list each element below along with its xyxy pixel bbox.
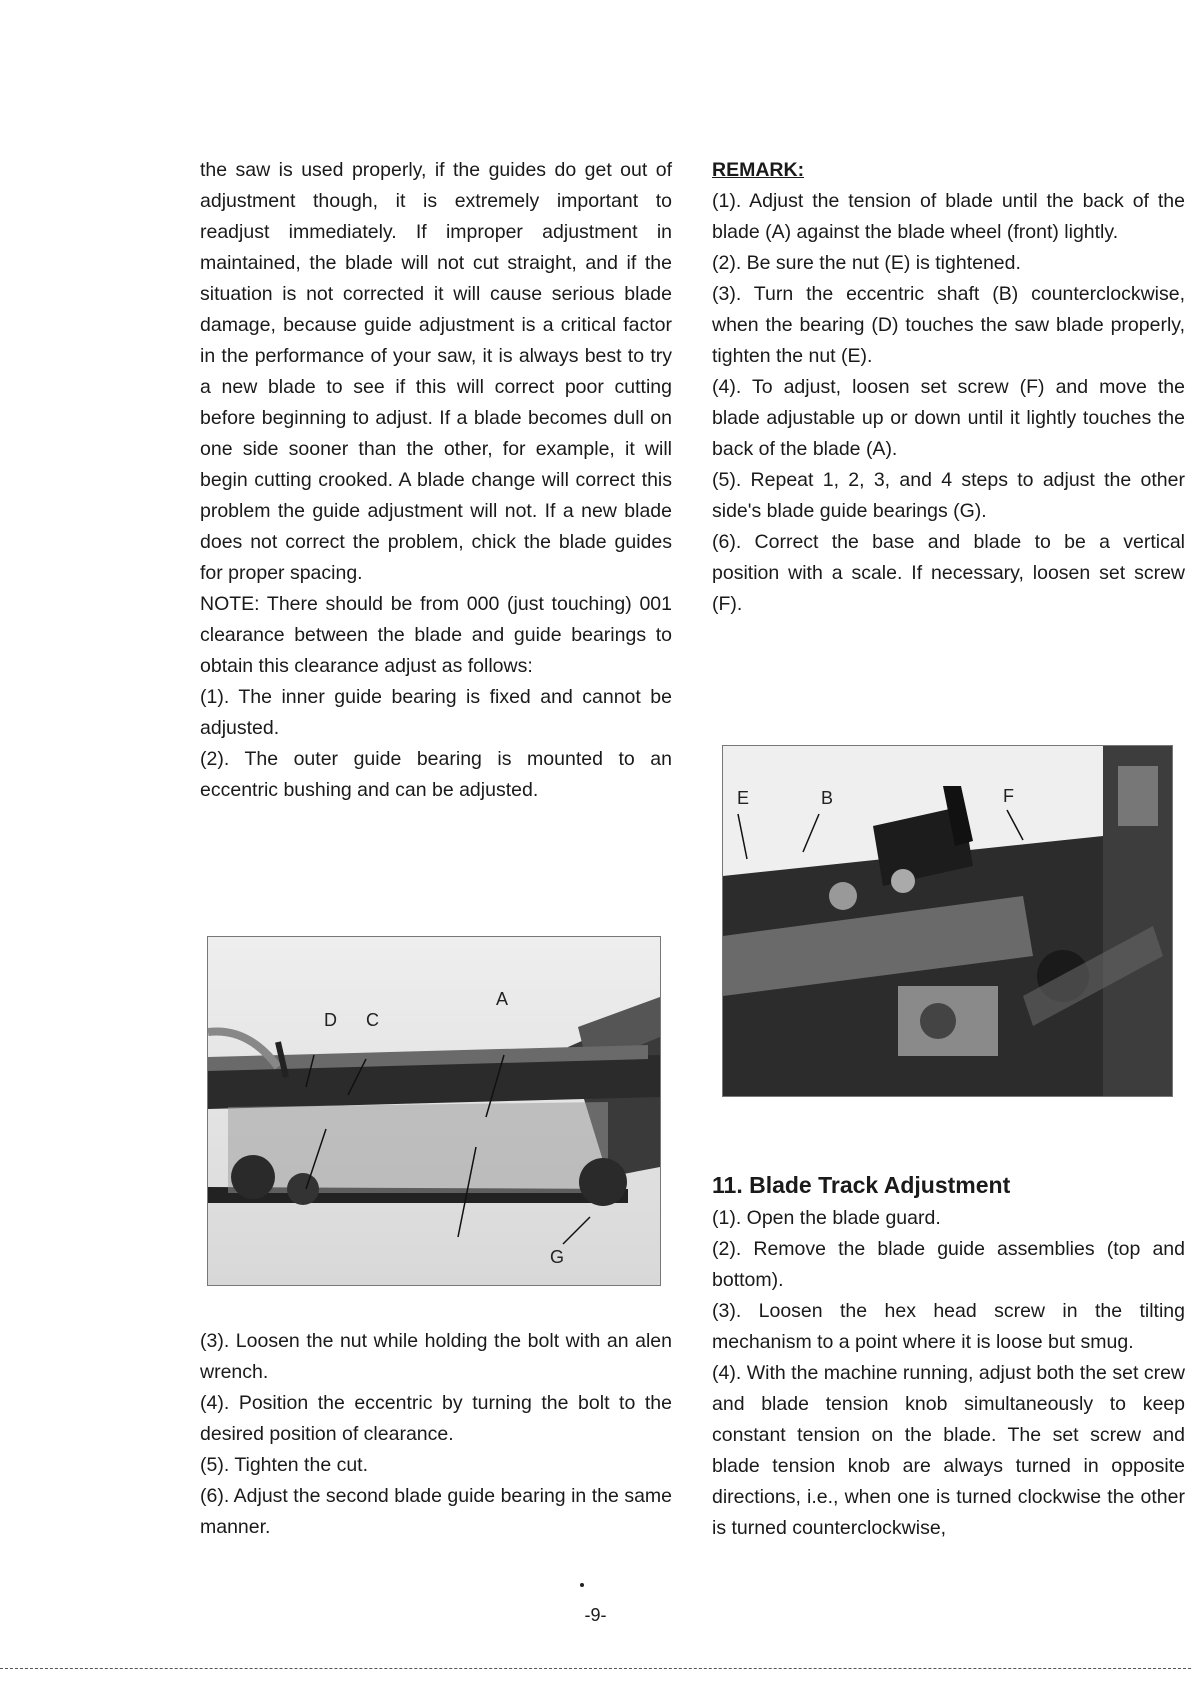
label-b: B bbox=[821, 788, 834, 808]
remark-step-2: (2). Be sure the nut (E) is tightened. bbox=[712, 252, 1021, 274]
step-1: (1). The inner guide bearing is fixed and cannot be adjusted. bbox=[200, 686, 672, 739]
step-6: (6). Adjust the second blade guide bearing in the same manner. bbox=[200, 1485, 672, 1538]
section-heading: 11. Blade Track Adjustment bbox=[712, 1172, 1011, 1198]
track-step-2: (2). Remove the blade guide assemblies (top and bottom). bbox=[712, 1238, 1185, 1291]
page-number: -9- bbox=[584, 1605, 607, 1625]
stray-dot bbox=[580, 1583, 584, 1587]
section-blade-track-adjustment bbox=[712, 1167, 1185, 1544]
remark-step-5: (5). Repeat 1, 2, 3, and 4 steps to adjust the other side's blade guide bearings (G). bbox=[712, 469, 1185, 522]
step-4: (4). Position the eccentric by turning the bolt to the desired position of clearance. bbox=[200, 1392, 672, 1445]
left-column bbox=[200, 155, 672, 806]
label-c: C bbox=[366, 1010, 379, 1030]
bottom-rule bbox=[0, 1668, 1191, 1669]
right-column bbox=[712, 155, 1185, 620]
remark-heading: REMARK: bbox=[712, 159, 805, 181]
label-e: E bbox=[737, 788, 750, 808]
blade-guide-photo bbox=[207, 936, 661, 1286]
track-step-3: (3). Loosen the hex head screw in the tilting mechanism to a point where it is loose but smug. bbox=[712, 1300, 1185, 1353]
guide-assembly-photo bbox=[722, 745, 1173, 1097]
remark-step-1: (1). Adjust the tension of blade until the back of the blade (A) against the blade wheel (front) lightly. bbox=[712, 190, 1185, 243]
note-paragraph: NOTE: There should be from 000 (just touching) 001 clearance between the blade and guide bearings to obtain this clearance adjust as follows: bbox=[200, 593, 672, 677]
remark-step-6: (6). Correct the base and blade to be a vertical position with a scale. If necessary, loosen set screw (F). bbox=[712, 531, 1185, 615]
track-step-4: (4). With the machine running, adjust both the set crew and blade tension knob simultaneously to keep constant tension on the blade. The set screw and blade tension knob are always turned in opposite directions, i.e., when one is turned clockwise the other is turned counterclockwise, bbox=[712, 1362, 1185, 1539]
remark-step-3: (3). Turn the eccentric shaft (B) counterclockwise, when the bearing (D) touches the saw blade properly, tighten the nut (E). bbox=[712, 283, 1185, 367]
label-a: A bbox=[496, 989, 509, 1009]
left-lower-steps bbox=[200, 1326, 672, 1543]
step-5: (5). Tighten the cut. bbox=[200, 1454, 369, 1476]
intro-paragraph: the saw is used properly, if the guides do get out of adjustment though, it is extremely important to readjust immediately. If improper adjustment in maintained, the blade will not cut straight, and if the situation is not corrected it will cause serious blade damage, because guide adjustment is a critical factor in the performance of your saw, it is always best to try a new blade to see if this will correct poor cutting before beginning to adjust. If a blade becomes dull on one side sooner than the other, for example, it will begin cutting crooked. A blade change will correct this problem the guide adjustment will not. If a new blade does not correct the problem, chick the blade guides for proper spacing. bbox=[200, 159, 672, 584]
label-d: D bbox=[324, 1010, 337, 1030]
label-f: F bbox=[1003, 786, 1014, 806]
track-step-1: (1). Open the blade guard. bbox=[712, 1207, 941, 1229]
step-3: (3). Loosen the nut while holding the bolt with an alen wrench. bbox=[200, 1330, 672, 1383]
step-2: (2). The outer guide bearing is mounted to an eccentric bushing and can be adjusted. bbox=[200, 748, 672, 801]
label-g: G bbox=[550, 1247, 565, 1267]
remark-step-4: (4). To adjust, loosen set screw (F) and move the blade adjustable up or down until it lightly touches the back of the blade (A). bbox=[712, 376, 1185, 460]
